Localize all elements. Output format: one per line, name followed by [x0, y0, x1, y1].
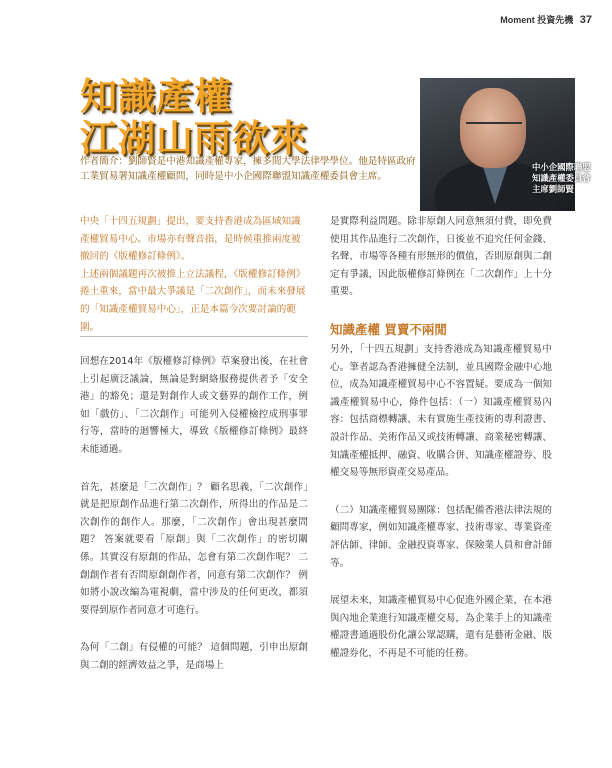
body-paragraph: 是實際利益問題。除非原創人同意無須付費，即免費使用其作品進行二次創作，日後並不追究任何金錢、名聲、市場等各種有形無形的價值，否則原創與二創定有爭議，因此版權修訂條例在「二次創作」上十分重要。: [330, 216, 552, 298]
magazine-name: Moment 投資先機: [500, 15, 574, 25]
photo-caption: [532, 162, 591, 195]
section-heading: 知識產權 買賣不兩閒: [330, 321, 447, 337]
lead-paragraph-2: 上述兩個議題再次被推上立法議程，《版權修訂條例》捲土重來，當中最大爭議是「二次創作」，而未來發展的「知識產權貿易中心」，正是本篇今次要討論的範圍。: [80, 268, 306, 333]
page-number: 37: [579, 14, 592, 26]
title-line-2: 江湖山雨欲來: [80, 117, 308, 160]
photo-caption-line-2: 知識產權委員會: [532, 173, 591, 183]
body-paragraph: 首先，甚麼是「二次創作」？ 顧名思義，「二次創作」就是把原創作品進行第二次創作，所得出的作品是二次創作的創作人。那麼，「二次創作」會出現甚麼問題？ 答案就要看「原創」與「二次創作」的密切關係。其實沒有原創的作品，怎會有第二次創作呢？ 二創創作者有否問原創創作者，同意有第二次創作？ 例如將小說改編為電視劇，當中涉及的任何更改，都須要得到原作者同意才可進行。: [80, 481, 308, 616]
running-header: [500, 13, 592, 26]
article-title: [80, 76, 308, 160]
photo-caption-line-3: 主席劉師賢: [532, 184, 574, 194]
photo-caption-line-1: 中小企國際聯盟: [532, 162, 591, 172]
divider: [80, 336, 308, 337]
lead-paragraphs: [80, 213, 310, 336]
author-intro: 作者簡介：劉師賢是中港知識產權專家，擁多間大學法律學學位。他是特區政府工業貿易署知識產權顧問，同時是中小企國際聯盟知識產權委員會主席。: [80, 156, 416, 182]
body-paragraph: （二）知識產權貿易團隊：包括配備香港法律法規的顧問專家，例如知識產權專家、技術專家、專業資產評估師、律師、金融投資專家、保險業人員和會計師等。: [330, 504, 552, 569]
body-paragraph: 另外，「十四五規劃」支持香港成為知識產權貿易中心。筆者認為香港擁健全法制，並具國際金融中心地位，成為知識產權貿易中心不容置疑。要成為一個知識產權貿易中心，條件包括：（一）知識產權貿易內容：包括商標轉讓、未有實施生產技術的專利證書、設計作品、美術作品又或技術轉讓、商業秘密轉讓、知識產權抵押、融資、收購合併、知識產權證券、股權交易等無形資產交易產品。: [330, 343, 552, 479]
body-paragraph: 回想在2014年《版權修訂條例》草案發出後，在社會上引起廣泛議論，無論是對網絡服務提供者予「安全港」的豁免；還是對創作人或文藝界的創作工作，例如「戲仿」、「二次創作」可能列入侵權檢控成刑事罪行等，當時的迴響極大，導致《版權修訂條例》最終未能通過。: [80, 356, 308, 455]
body-paragraph: 展望未來，知識產權貿易中心促進外國企業，在本港與內地企業進行知識產權交易，為企業手上的知識產權證書通過股份化讓公眾認購，還有是藝術金融、版權證券化，不再是不可能的任務。: [330, 595, 552, 659]
body-paragraph: 為何「二創」有侵權的可能？ 這個問題，引申出原創與二創的經濟效益之爭，是商場上: [80, 642, 308, 671]
title-line-1: 知識產權: [80, 75, 232, 118]
author-photo-glasses: [466, 122, 522, 136]
right-column: [330, 213, 552, 682]
left-column: [80, 353, 308, 695]
lead-paragraph-1: 中央「十四五規劃」提出，要支持香港成為區域知識產權貿易中心。市場亦有聲音指，是時候重推兩度被撤回的《版權修訂條例》。: [80, 216, 301, 263]
